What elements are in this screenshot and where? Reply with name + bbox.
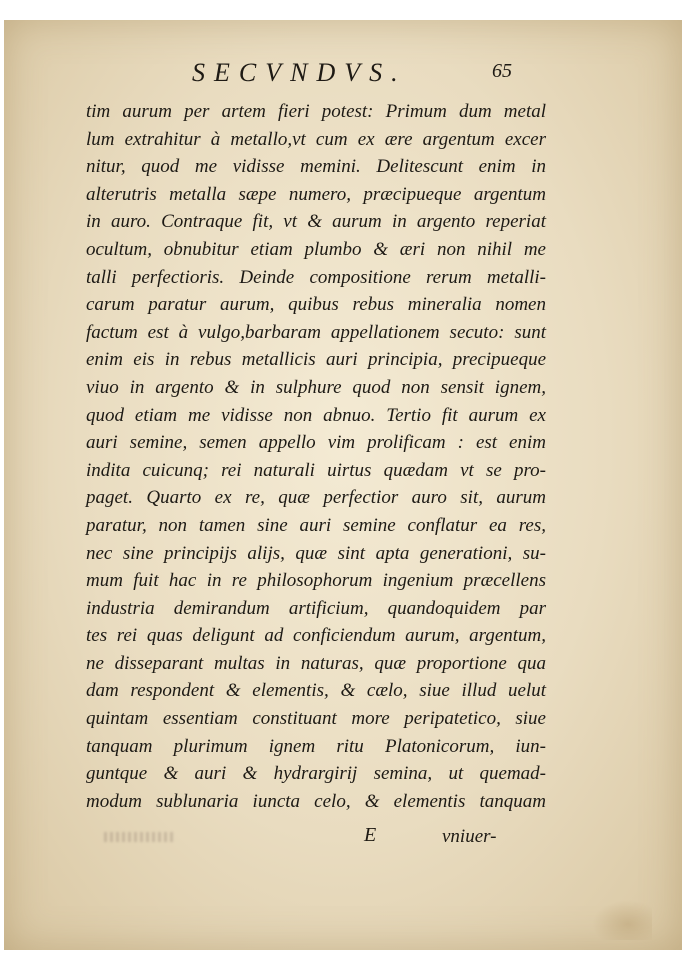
catchword: vniuer-	[442, 826, 497, 847]
text-line: mum fuit hac in re philosophorum ingenium præcellens	[86, 570, 546, 592]
text-line: tim aurum per artem fieri potest: Primum dum metal	[86, 101, 546, 122]
text-line: viuo in argento & in sulphure quod non sensit ignem,	[86, 376, 546, 398]
paper-stain	[592, 900, 652, 940]
book-page	[4, 20, 682, 950]
page-number: 65	[492, 60, 512, 82]
text-line: alterutris metalla sæpe numero, præcipueque argentum	[86, 183, 546, 205]
text-line: enim eis in rebus metallicis auri principia, precipueque	[86, 349, 546, 371]
text-line: talli perfectioris. Deinde compositione rerum metalli-	[86, 266, 546, 288]
page-footer	[4, 824, 682, 854]
text-line: paget. Quarto ex re, quæ perfectior auro sit, aurum	[86, 487, 546, 509]
running-head: SECVNDVS.	[192, 58, 407, 87]
text-line: in auro. Contraque fit, vt & aurum in argento reperiat	[86, 211, 546, 233]
text-line: quintam essentiam constituant more peripatetico, siue	[86, 708, 546, 730]
text-line: lum extrahitur à metallo,vt cum ex ære argentum excer	[86, 128, 546, 150]
page-header	[4, 58, 682, 90]
text-line: guntque & auri & hydrargirij semina, ut quemad-	[86, 763, 546, 785]
text-line: factum est à vulgo,barbaram appellationem secuto: sunt	[86, 321, 546, 343]
text-line: dam respondent & elementis, & cælo, siue illud uelut	[86, 680, 546, 702]
signature-mark: E	[364, 824, 377, 846]
text-line: industria demirandum artificium, quandoquidem par	[86, 597, 546, 619]
text-line: ocultum, obnubitur etiam plumbo & æri non nihil me	[86, 238, 546, 260]
text-line: modum sublunaria iuncta celo, & elementis tanquam	[86, 790, 546, 812]
text-line: tes rei quas deligunt ad conficiendum aurum, argentum,	[86, 625, 546, 647]
text-line: nec sine principijs alijs, quæ sint apta generationi, su-	[86, 542, 546, 564]
text-line: carum paratur aurum, quibus rebus mineralia nomen	[86, 294, 546, 316]
text-line: ne disseparant multas in naturas, quæ proportione qua	[86, 652, 546, 674]
text-line: tanquam plurimum ignem ritu Platonicorum, iun-	[86, 735, 546, 757]
text-line: auri semine, semen appello vim prolificam : est enim	[86, 432, 546, 454]
body-text	[86, 98, 546, 815]
text-line: indita cuicunq; rei naturali uirtus quædam vt se pro-	[86, 459, 546, 481]
text-line: nitur, quod me vidisse memini. Delitescunt enim in	[86, 156, 546, 178]
text-line: quod etiam me vidisse non abnuo. Tertio fit aurum ex	[86, 404, 546, 426]
text-line: paratur, non tamen sine auri semine conflatur ea res,	[86, 514, 546, 536]
